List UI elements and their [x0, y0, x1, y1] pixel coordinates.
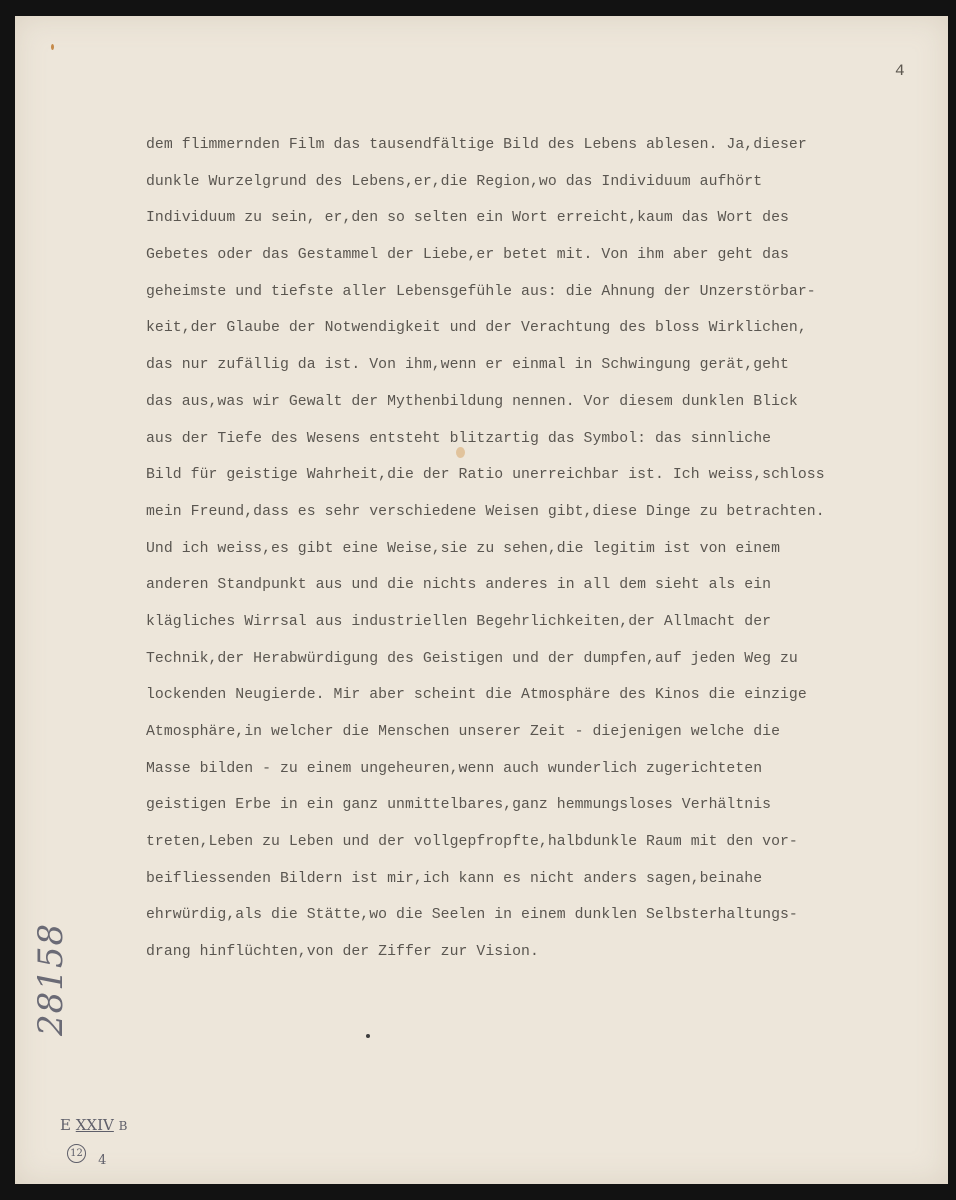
text-line: drang hinflüchten,von der Ziffer zur Vision. — [146, 944, 539, 961]
text-line: geistigen Erbe in ein ganz unmittelbares,ganz hemmungsloses Verhältnis — [146, 797, 772, 814]
text-line: Und ich weiss,es gibt eine Weise,sie zu sehen,die legitim ist von einem — [146, 540, 780, 557]
page-number: 4 — [895, 62, 905, 80]
folio-mark — [67, 1144, 106, 1168]
text-line: Individuum zu sein, er,den so selten ein Wort erreicht,kaum das Wort des — [146, 210, 789, 227]
text-line: das aus,was wir Gewalt der Mythenbildung nennen. Vor diesem dunklen Blick — [146, 393, 798, 410]
circled-number: 12 — [67, 1144, 86, 1163]
typewritten-body — [146, 127, 946, 971]
shelf-mark-roman: XXIV — [75, 1116, 114, 1134]
text-line: das nur zufällig da ist. Von ihm,wenn er einmal in Schwingung gerät,geht — [146, 357, 789, 374]
text-line: dunkle Wurzelgrund des Lebens,er,die Region,wo das Individuum aufhört — [146, 173, 763, 190]
folio-number: 4 — [98, 1153, 107, 1168]
shelf-mark — [60, 1116, 127, 1134]
text-line: anderen Standpunkt aus und die nichts anderes in all dem sieht als ein — [146, 577, 772, 594]
text-line: klägliches Wirrsal aus industriellen Begehrlichkeiten,der Allmacht der — [146, 613, 772, 630]
handwritten-number-vertical: 28158 — [31, 922, 71, 1036]
text-line: dem flimmernden Film das tausendfältige Bild des Lebens ablesen. Ja,dieser — [146, 137, 807, 153]
text-line: Technik,der Herabwürdigung des Geistigen und der dumpfen,auf jeden Weg zu — [146, 650, 798, 667]
text-line: ehrwürdig,als die Stätte,wo die Seelen in einem dunklen Selbsterhaltungs- — [146, 907, 798, 924]
stain-mark — [456, 447, 465, 458]
text-line: Masse bilden - zu einem ungeheuren,wenn auch wunderlich zugerichteten — [146, 760, 763, 777]
text-line: beifliessenden Bildern ist mir,ich kann es nicht anders sagen,beinahe — [146, 870, 763, 887]
ink-dot — [366, 1034, 370, 1038]
text-line: lockenden Neugierde. Mir aber scheint die Atmosphäre des Kinos die einzige — [146, 687, 807, 704]
text-line: mein Freund,dass es sehr verschiedene Weisen gibt,diese Dinge zu betrachten. — [146, 503, 825, 520]
text-line: Bild für geistige Wahrheit,die der Ratio unerreichbar ist. Ich weiss,schloss — [146, 467, 825, 484]
text-line: geheimste und tiefste aller Lebensgefühle aus: die Ahnung der Unzerstörbar- — [146, 283, 816, 300]
ink-dot — [51, 44, 54, 50]
document-page — [15, 16, 948, 1184]
text-line: aus der Tiefe des Wesens entsteht blitzartig das Symbol: das sinnliche — [146, 430, 772, 447]
text-line: treten,Leben zu Leben und der vollgepfropfte,halbdunkle Raum mit den vor- — [146, 834, 798, 851]
text-line: Atmosphäre,in welcher die Menschen unserer Zeit - diejenigen welche die — [146, 724, 780, 740]
shelf-mark-letter: E — [60, 1116, 71, 1134]
text-line: Gebetes oder das Gestammel der Liebe,er betet mit. Von ihm aber geht das — [146, 247, 789, 264]
text-line: keit,der Glaube der Notwendigkeit und der Verachtung des bloss Wirklichen, — [146, 320, 807, 337]
shelf-mark-suffix: B — [118, 1119, 128, 1133]
